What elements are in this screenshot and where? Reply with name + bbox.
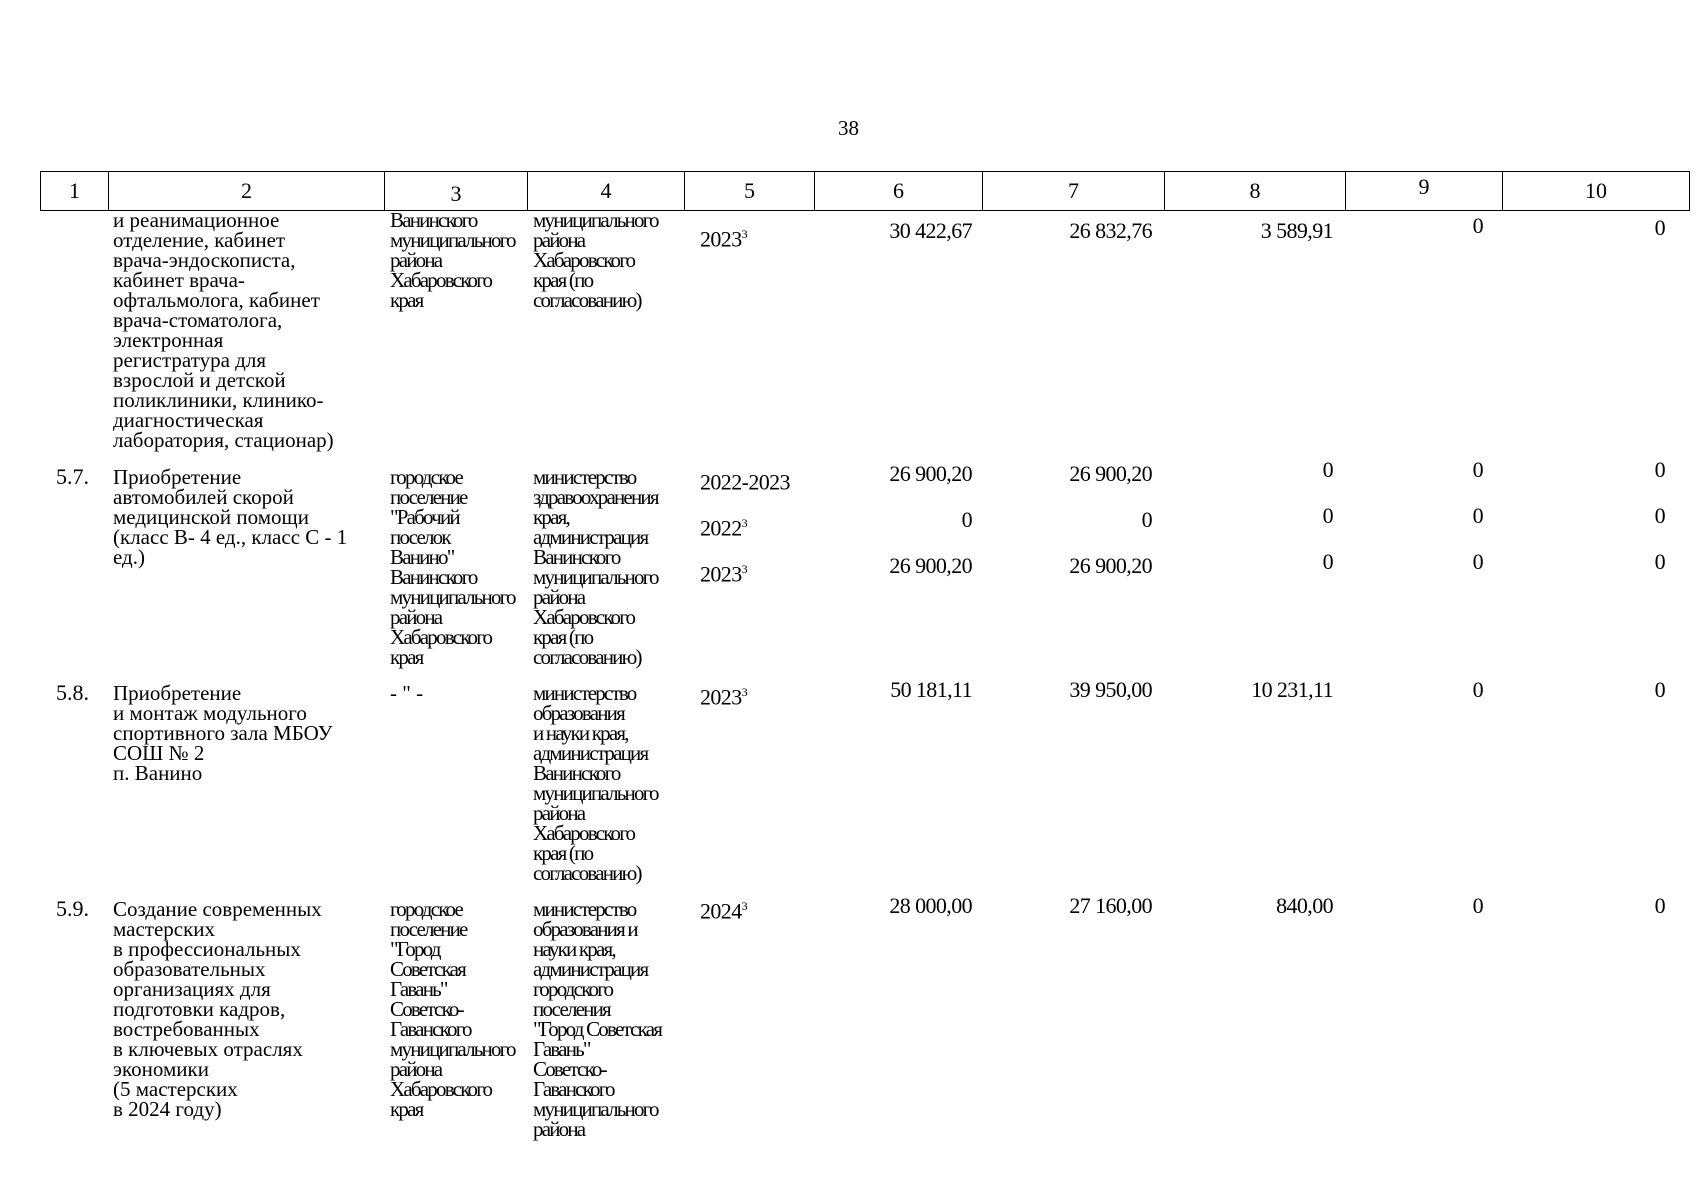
row-3-name: Создание современных мастерских в профессиональных образовательных организациях для подготовки кадров, востребованных в ключевых отраслях экономики (5 мастерских в 2024 году)	[113, 897, 322, 1121]
row-1-v7-2: 26 900,20	[1069, 553, 1152, 578]
row-1-v6-0: 26 900,20	[889, 461, 972, 486]
header-col-5: 5	[684, 172, 814, 210]
row-1-col4: министерство здравоохранения края, администрация Ванинского муниципального района Хабаровского края (по согласованию)	[533, 465, 658, 669]
row-1-v8-1: 0	[1322, 503, 1333, 528]
row-1-v8-2: 0	[1322, 549, 1333, 574]
row-3-v10: 0	[1654, 893, 1665, 918]
row-0-v10: 0	[1654, 215, 1665, 240]
header-col-1: 1	[40, 172, 108, 210]
row-0-col3: Ванинского муниципального района Хабаровского края	[390, 208, 515, 312]
header-col-8: 8	[1164, 172, 1345, 210]
header-col-9: 9	[1345, 172, 1502, 210]
row-1-v6-2: 26 900,20	[889, 553, 972, 578]
header-col-2: 2	[108, 172, 384, 210]
row-1-v7-1: 0	[1141, 507, 1152, 532]
row-3-year: 2024$^3$	[700, 898, 748, 924]
row-3-col4: министерство образования и науки края, администрация городского поселения "Город Советская Гавань" Советско- Гаванского муниципального района	[533, 897, 662, 1141]
row-1-num: 5.7.	[56, 464, 89, 489]
header-col-4: 4	[527, 172, 684, 210]
row-3-v7: 27 160,00	[1069, 893, 1152, 918]
row-0-col4: муниципального района Хабаровского края (по согласованию)	[533, 208, 658, 312]
row-2-year: 2023$^3$	[700, 684, 748, 710]
row-1-v10-2: 0	[1654, 549, 1665, 574]
row-1-v9-0: 0	[1472, 457, 1483, 482]
row-3-v9: 0	[1472, 893, 1483, 918]
header-col-3: 3	[384, 172, 527, 210]
row-2-name: Приобретение и монтаж модульного спортивного зала МБОУ СОШ № 2 п. Ванино	[113, 681, 333, 785]
row-1-year-0: 2022-2023	[700, 469, 790, 495]
row-2-v8: 10 231,11	[1251, 677, 1333, 702]
page-number: 38	[838, 116, 859, 140]
row-1-v7-0: 26 900,20	[1069, 461, 1152, 486]
row-2-v9: 0	[1472, 677, 1483, 702]
row-1-name: Приобретение автомобилей скорой медицинской помощи (класс В- 4 ед., класс С - 1 ед.)	[113, 465, 348, 569]
row-0-v6: 30 422,67	[889, 218, 972, 243]
row-0-v7: 26 832,76	[1069, 218, 1152, 243]
row-0-v8: 3 589,91	[1260, 218, 1333, 243]
row-3-num: 5.9.	[56, 896, 89, 921]
table-header	[40, 171, 1690, 211]
row-0-year: 2023$^3$	[700, 226, 748, 252]
header-col-6: 6	[814, 172, 982, 210]
row-0-v9: 0	[1472, 213, 1483, 238]
row-2-v10: 0	[1654, 677, 1665, 702]
row-3-v6: 28 000,00	[889, 893, 972, 918]
row-1-year-2: 2023$^3$	[700, 561, 748, 587]
row-2-num: 5.8.	[56, 680, 89, 705]
row-0-name: и реанимационное отделение, кабинет врача-эндоскописта, кабинет врача- офтальмолога, кабинет врача-стоматолога, электронная регистратура для взрослой и детской поликлиники, клинико- диагностическая лаборатория, стационар)	[113, 208, 334, 452]
row-1-v8-0: 0	[1322, 457, 1333, 482]
header-col-10: 10	[1502, 172, 1690, 210]
row-1-v10-1: 0	[1654, 503, 1665, 528]
row-2-col3: - " -	[390, 681, 424, 705]
row-2-v7: 39 950,00	[1069, 677, 1152, 702]
row-1-col3: городское поселение "Рабочий поселок Ванино" Ванинского муниципального района Хабаровского края	[390, 465, 515, 669]
row-2-col4: министерство образования и науки края, администрация Ванинского муниципального района Хабаровского края (по согласованию)	[533, 681, 658, 885]
header-col-7: 7	[982, 172, 1164, 210]
row-1-v9-1: 0	[1472, 503, 1483, 528]
row-1-v6-1: 0	[961, 507, 972, 532]
row-3-col3: городское поселение "Город Советская Гавань" Советско- Гаванского муниципального района Хабаровского края	[390, 897, 515, 1121]
row-1-v9-2: 0	[1472, 549, 1483, 574]
row-3-v8: 840,00	[1276, 893, 1333, 918]
row-1-v10-0: 0	[1654, 457, 1665, 482]
row-2-v6: 50 181,11	[890, 677, 972, 702]
row-1-year-1: 2022$^3$	[700, 515, 748, 541]
